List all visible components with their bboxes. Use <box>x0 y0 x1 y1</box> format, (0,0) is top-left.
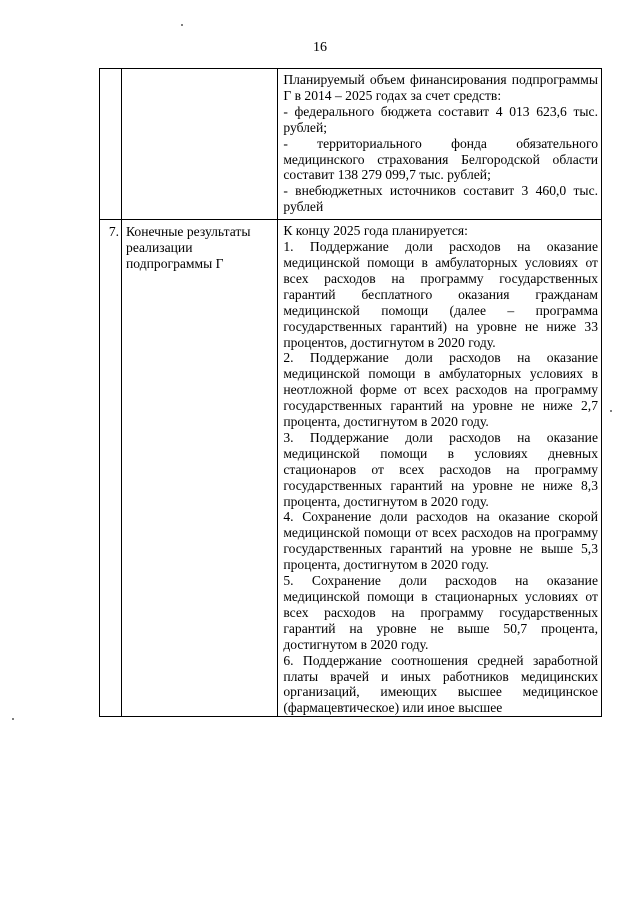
result-item-3: 3. Поддержание доли расходов на оказание медицинской помощи в условиях дневных стационаров от всех расходов на программу государственных гарантий на уровне не ниже 8,3 процента, достигнутом в 2020 году. <box>283 429 598 509</box>
result-item-2: 2. Поддержание доли расходов на оказание медицинской помощи в амбулаторных условиях в неотложной форме от всех расходов на программу государственных гарантий на уровне не ниже 2,7 процента, достигнутом в 2020 году. <box>283 350 598 430</box>
financing-federal: - федерального бюджета составит 4 013 623,6 тыс. рублей; <box>283 103 598 135</box>
financing-text-cell <box>278 69 602 220</box>
results-name-cell: Конечные результаты реализации подпрограммы Г <box>122 220 278 717</box>
table-row-results <box>100 220 602 717</box>
financing-extrabudgetary: - внебюджетных источников составит 3 460,0 тыс. рублей <box>283 183 598 215</box>
financing-territorial-fund: - территориального фонда обязательного медицинского страхования Белгородской области составит 138 279 099,7 тыс. рублей; <box>283 135 598 183</box>
result-item-1: 1. Поддержание доли расходов на оказание медицинской помощи в амбулаторных условиях от всех расходов на программу государственных гарантий бесплатного оказания гражданам медицинской помощи (далее – программа государственных гарантий) на уровне не ниже 33 процентов, достигнутом в 2020 году. <box>283 239 598 350</box>
row-number-cell <box>100 69 122 220</box>
row-name-cell <box>122 69 278 220</box>
page-number: 16 <box>313 40 327 55</box>
financing-intro: Планируемый объем финансирования подпрограммы Г в 2014 – 2025 годах за счет средств: <box>283 72 598 103</box>
scan-speck <box>610 410 612 412</box>
result-item-5: 5. Сохранение доли расходов на оказание медицинской помощи в стационарных условиях от всех расходов на программу государственных гарантий на уровне не выше 50,7 процента, достигнутом в 2020 году. <box>283 573 598 652</box>
scan-speck <box>12 718 14 720</box>
passport-table <box>99 68 602 717</box>
result-item-6: 6. Поддержание соотношения средней заработной платы врачей и иных работников медицинских организаций, имеющих высшее медицинское (фармацевтическое) или иное высшее <box>283 652 598 716</box>
results-intro: К концу 2025 года планируется: <box>283 223 468 239</box>
results-text-cell <box>278 220 602 717</box>
row-number-cell: 7. <box>100 220 122 717</box>
table-row-financing <box>100 69 602 220</box>
scan-speck <box>181 24 183 26</box>
result-item-4: 4. Сохранение доли расходов на оказание скорой медицинской помощи от всех расходов на программу государственных гарантий на уровне не выше 5,3 процента, достигнутом в 2020 году. <box>283 509 598 573</box>
